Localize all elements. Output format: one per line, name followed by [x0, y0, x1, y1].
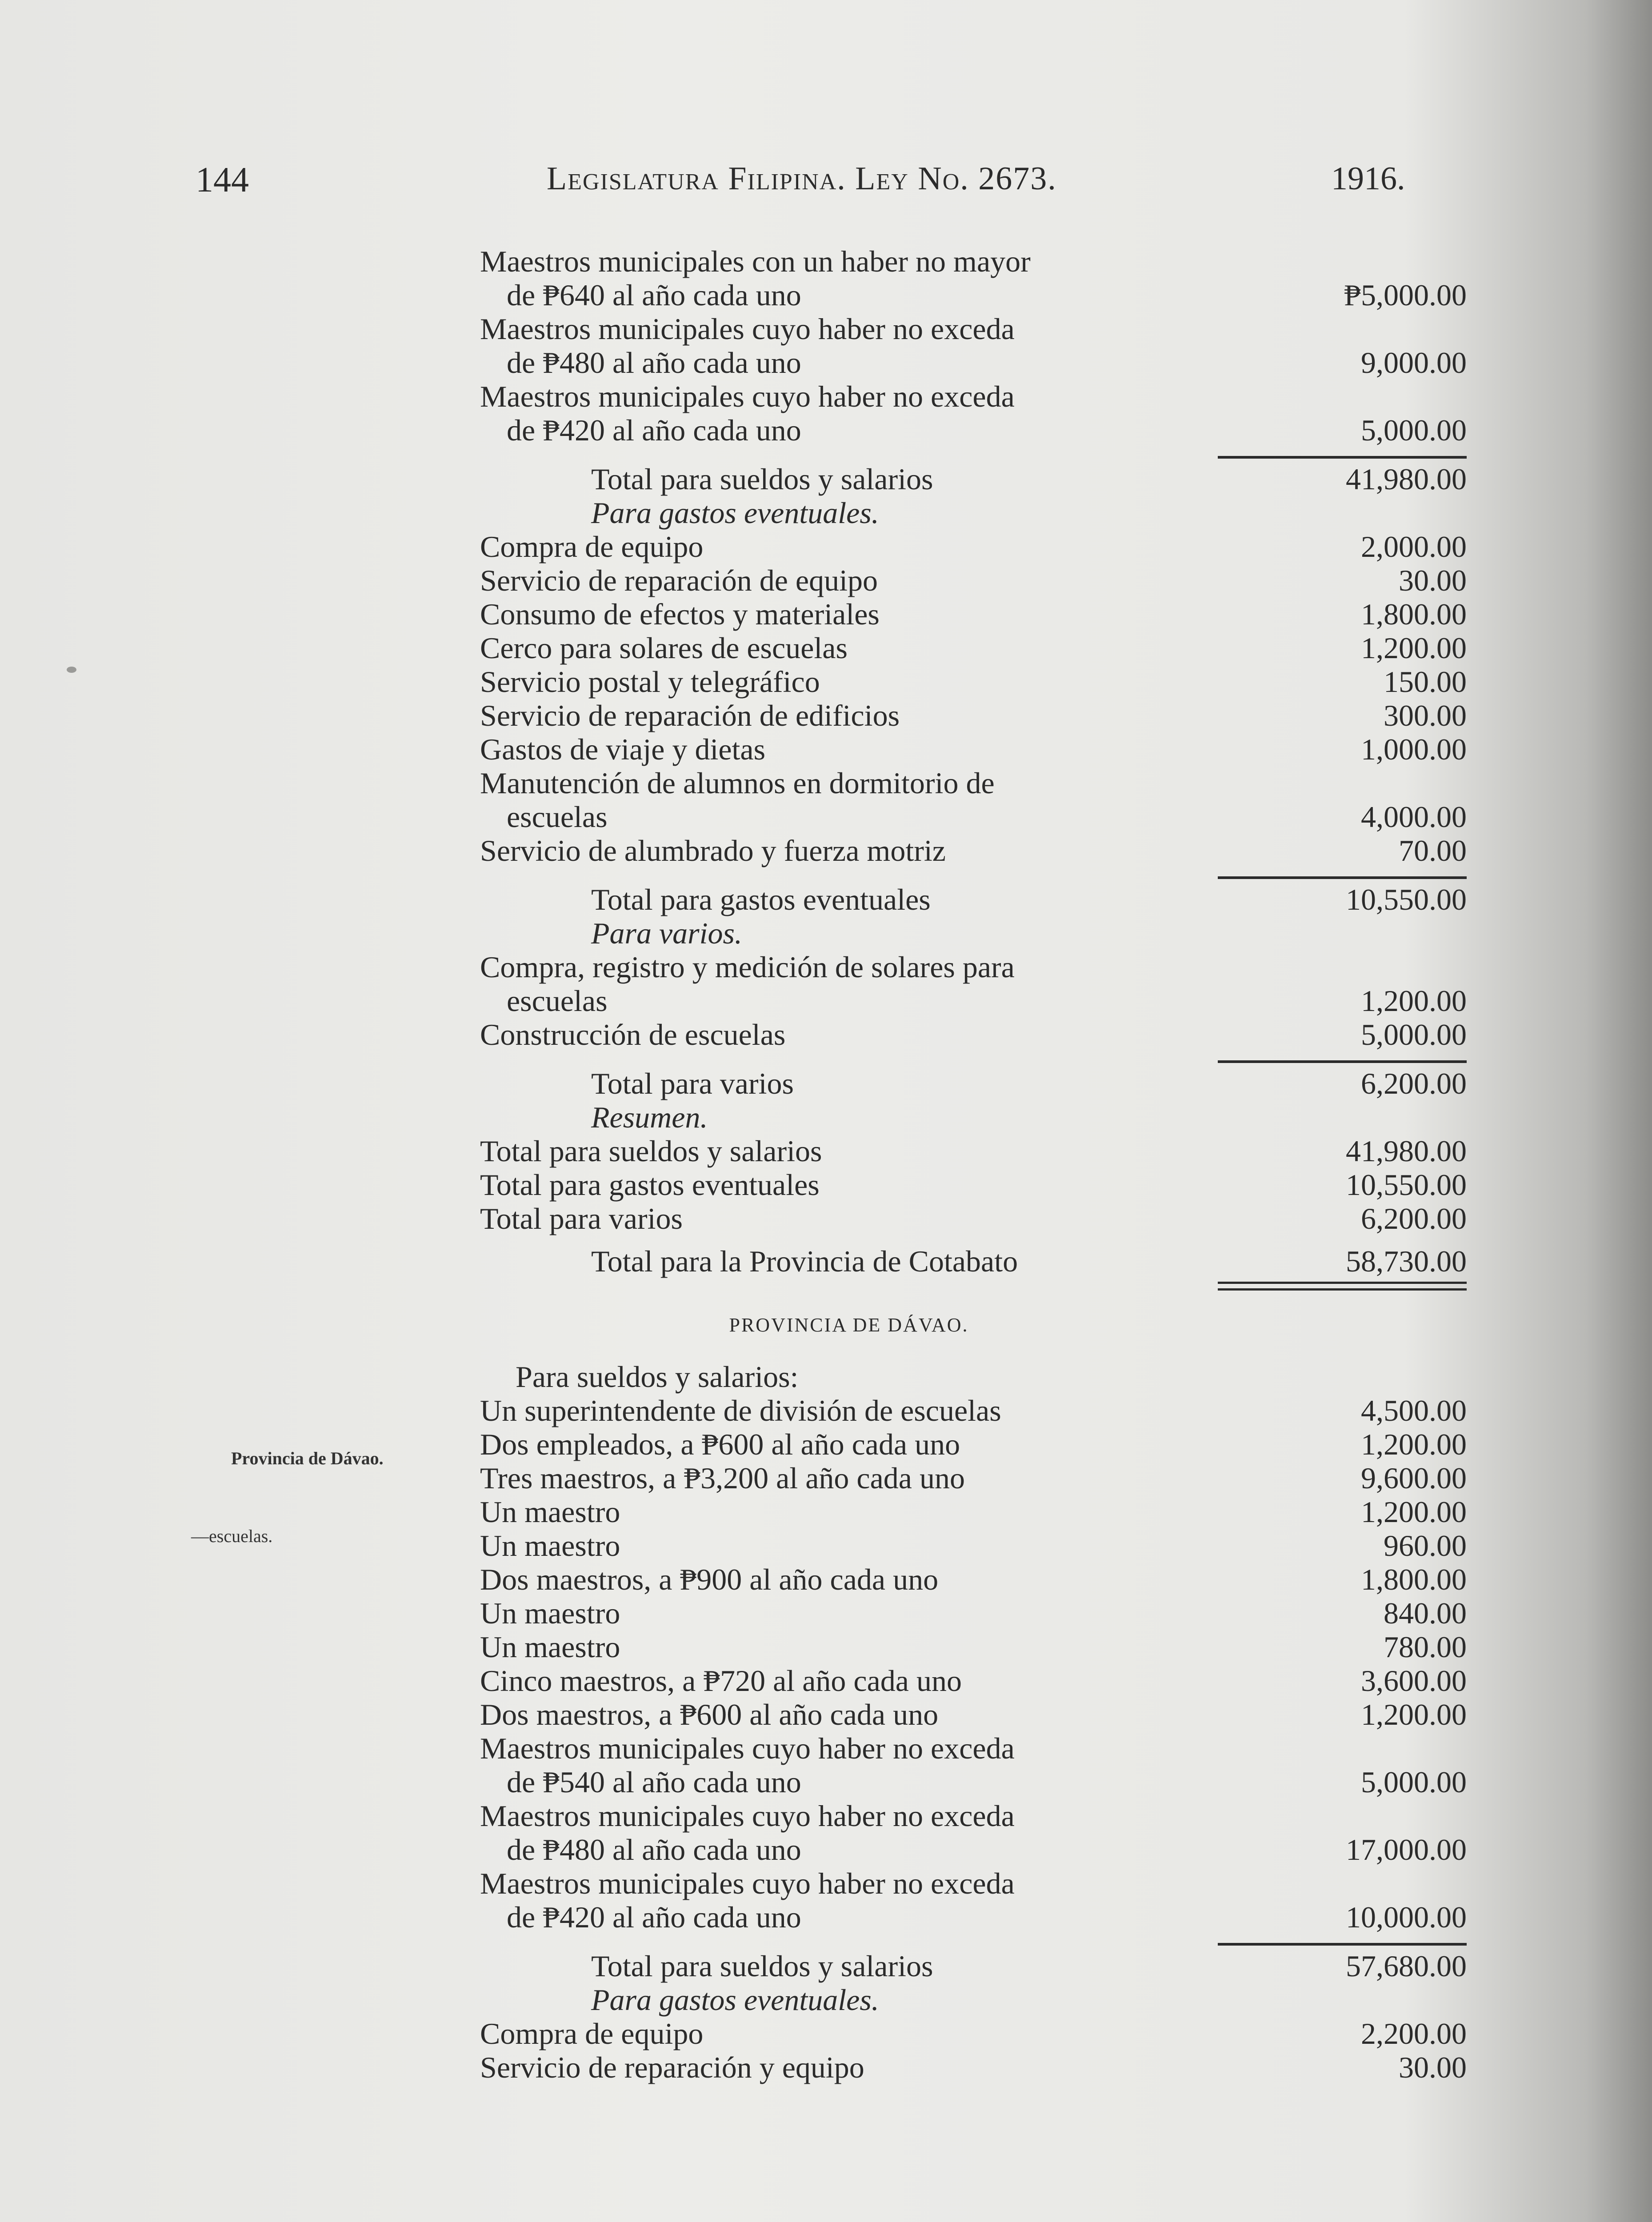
page-number: 144 — [196, 160, 249, 200]
summary-entry — [480, 1134, 1467, 1168]
entry-label: de ₱420 al año cada uno — [507, 413, 801, 447]
entry-label: Cinco maestros, a ₱720 al año cada uno — [480, 1664, 962, 1698]
entry-amount: 1,200.00 — [1361, 1427, 1467, 1461]
entry-label: Total para gastos eventuales — [480, 1168, 820, 1202]
subtotal-label: Total para sueldos y salarios — [591, 462, 933, 496]
subtotal-amount: 6,200.00 — [1361, 1067, 1467, 1100]
budget-entry — [480, 1731, 1467, 1799]
budget-table — [480, 244, 1467, 2084]
budget-entry — [480, 530, 1467, 563]
entry-amount: 4,500.00 — [1361, 1394, 1467, 1427]
entry-label: Compra de equipo — [480, 530, 704, 563]
entry-label: escuelas — [507, 800, 608, 834]
grand-total-label: Total para la Provincia de Cotabato — [591, 1244, 1018, 1278]
entry-amount: 5,000.00 — [1361, 413, 1467, 447]
entry-label: de ₱480 al año cada uno — [507, 346, 801, 380]
subtotal-rule — [1218, 456, 1467, 459]
budget-entry — [480, 1529, 1467, 1563]
entry-label: Un maestro — [480, 1529, 620, 1563]
entry-amount: 9,600.00 — [1361, 1461, 1467, 1495]
budget-entry — [480, 1664, 1467, 1698]
budget-entry — [480, 1866, 1467, 1934]
entry-label: escuelas — [507, 984, 608, 1018]
page-header — [0, 160, 1652, 209]
entry-label: Tres maestros, a ₱3,200 al año cada uno — [480, 1461, 965, 1495]
entry-label: Dos maestros, a ₱900 al año cada uno — [480, 1563, 939, 1596]
budget-entry — [480, 834, 1467, 867]
section-heading: Para gastos eventuales. — [591, 496, 879, 530]
entry-label: Maestros municipales cuyo haber no exceda — [480, 380, 1015, 413]
entry-amount: 9,000.00 — [1361, 346, 1467, 380]
entry-label: de ₱480 al año cada uno — [507, 1833, 801, 1866]
budget-entry — [480, 1630, 1467, 1664]
subtotal-amount: 41,980.00 — [1346, 462, 1467, 496]
budget-entry — [480, 1698, 1467, 1731]
budget-entry — [480, 597, 1467, 631]
entry-amount: 5,000.00 — [1361, 1018, 1467, 1051]
entry-amount: 17,000.00 — [1346, 1833, 1467, 1866]
subtotal-label: Total para varios — [591, 1067, 794, 1100]
entry-amount: 1,200.00 — [1361, 984, 1467, 1018]
province-heading: PROVINCIA DE DÁVAO. — [729, 1314, 969, 1336]
scan-speck — [67, 667, 76, 673]
budget-entry — [480, 2050, 1467, 2084]
entry-amount: 4,000.00 — [1361, 800, 1467, 834]
budget-entry — [480, 1394, 1467, 1427]
subtotal-row — [480, 883, 1467, 916]
summary-entry — [480, 1202, 1467, 1235]
entry-label: Un superintendente de división de escuelas — [480, 1394, 1001, 1427]
entry-label: Total para varios — [480, 1202, 683, 1235]
entry-label: Compra, registro y medición de solares para — [480, 950, 1015, 984]
entry-label: Maestros municipales cuyo haber no exceda — [480, 1731, 1015, 1765]
entry-amount: 2,200.00 — [1361, 2017, 1467, 2050]
subtotal-row — [480, 1067, 1467, 1100]
entry-amount: 1,200.00 — [1361, 1698, 1467, 1731]
entry-label: Servicio de reparación y equipo — [480, 2050, 864, 2084]
entry-amount: 30.00 — [1399, 563, 1467, 597]
entry-label: Maestros municipales cuyo haber no exceda — [480, 1799, 1015, 1833]
budget-entry — [480, 312, 1467, 380]
entry-label: Maestros municipales cuyo haber no exceda — [480, 1866, 1015, 1900]
budget-entry — [480, 1495, 1467, 1529]
section-heading: Para varios. — [591, 916, 742, 950]
budget-entry — [480, 732, 1467, 766]
entry-label: Consumo de efectos y materiales — [480, 597, 880, 631]
entry-label: Un maestro — [480, 1495, 620, 1529]
subtotal-row — [480, 462, 1467, 496]
subtotal-label: Total para gastos eventuales — [591, 883, 931, 916]
subtotal-rule — [1218, 1060, 1467, 1063]
entry-amount: 960.00 — [1384, 1529, 1467, 1563]
margin-note-escuelas: —escuelas. — [191, 1526, 273, 1546]
budget-entry — [480, 950, 1467, 1018]
entry-label: Servicio de reparación de edificios — [480, 699, 900, 732]
entry-amount: 1,800.00 — [1361, 1563, 1467, 1596]
entry-amount: 1,000.00 — [1361, 732, 1467, 766]
summary-entry — [480, 1168, 1467, 1202]
entry-label: de ₱540 al año cada uno — [507, 1765, 801, 1799]
entry-amount: 30.00 — [1399, 2050, 1467, 2084]
entry-amount: 1,200.00 — [1361, 631, 1467, 665]
section-heading: Resumen. — [591, 1100, 708, 1134]
grand-total-row — [480, 1244, 1467, 1278]
subtotal-label: Total para sueldos y salarios — [591, 1949, 933, 1983]
grand-total-amount: 58,730.00 — [1346, 1244, 1467, 1278]
budget-entry — [480, 244, 1467, 312]
entry-label: Maestros municipales con un haber no mayor — [480, 244, 1031, 278]
entry-label: Servicio de alumbrado y fuerza motriz — [480, 834, 946, 867]
entry-label: Dos maestros, a ₱600 al año cada uno — [480, 1698, 939, 1731]
entry-amount: 10,000.00 — [1346, 1900, 1467, 1934]
entry-label: Maestros municipales cuyo haber no exceda — [480, 312, 1015, 346]
entry-amount: ₱5,000.00 — [1344, 278, 1467, 312]
budget-entry — [480, 1596, 1467, 1630]
subtotal-row — [480, 1949, 1467, 1983]
entry-label: Servicio postal y telegráfico — [480, 665, 820, 699]
budget-entry — [480, 380, 1467, 447]
entry-label: Dos empleados, a ₱600 al año cada uno — [480, 1427, 960, 1461]
subtotal-rule — [1218, 1943, 1467, 1946]
margin-note-province: Provincia de Dávao. — [231, 1448, 384, 1468]
section-heading: Para sueldos y salarios: — [516, 1360, 799, 1394]
budget-entry — [480, 2017, 1467, 2050]
budget-entry — [480, 1799, 1467, 1866]
budget-entry — [480, 1461, 1467, 1495]
entry-amount: 6,200.00 — [1361, 1202, 1467, 1235]
budget-entry — [480, 1427, 1467, 1461]
budget-entry — [480, 563, 1467, 597]
entry-amount: 300.00 — [1384, 699, 1467, 732]
entry-amount: 10,550.00 — [1346, 1168, 1467, 1202]
entry-amount: 150.00 — [1384, 665, 1467, 699]
header-year: 1916. — [1331, 160, 1405, 197]
budget-entry — [480, 766, 1467, 834]
entry-label: Un maestro — [480, 1630, 620, 1664]
entry-amount: 1,800.00 — [1361, 597, 1467, 631]
entry-label: de ₱420 al año cada uno — [507, 1900, 801, 1934]
entry-label: Cerco para solares de escuelas — [480, 631, 848, 665]
entry-amount: 70.00 — [1399, 834, 1467, 867]
subtotal-amount: 57,680.00 — [1346, 1949, 1467, 1983]
entry-amount: 2,000.00 — [1361, 530, 1467, 563]
entry-label: Servicio de reparación de equipo — [480, 563, 878, 597]
entry-label: Gastos de viaje y dietas — [480, 732, 766, 766]
subtotal-amount: 10,550.00 — [1346, 883, 1467, 916]
grand-total-rule — [1218, 1282, 1467, 1291]
budget-entry — [480, 1018, 1467, 1051]
entry-label: Total para sueldos y salarios — [480, 1134, 822, 1168]
budget-entry — [480, 699, 1467, 732]
entry-label: Manutención de alumnos en dormitorio de — [480, 766, 995, 800]
entry-amount: 5,000.00 — [1361, 1765, 1467, 1799]
entry-label: Construcción de escuelas — [480, 1018, 786, 1051]
budget-entry — [480, 665, 1467, 699]
budget-entry — [480, 1563, 1467, 1596]
entry-amount: 840.00 — [1384, 1596, 1467, 1630]
entry-amount: 1,200.00 — [1361, 1495, 1467, 1529]
entry-amount: 3,600.00 — [1361, 1664, 1467, 1698]
budget-entry — [480, 631, 1467, 665]
entry-amount: 41,980.00 — [1346, 1134, 1467, 1168]
entry-label: de ₱640 al año cada uno — [507, 278, 801, 312]
entry-label: Compra de equipo — [480, 2017, 704, 2050]
running-title: Legislatura Filipina. Ley No. 2673. — [547, 160, 1057, 197]
entry-amount: 780.00 — [1384, 1630, 1467, 1664]
subtotal-rule — [1218, 876, 1467, 879]
entry-label: Un maestro — [480, 1596, 620, 1630]
section-heading: Para gastos eventuales. — [591, 1983, 879, 2017]
